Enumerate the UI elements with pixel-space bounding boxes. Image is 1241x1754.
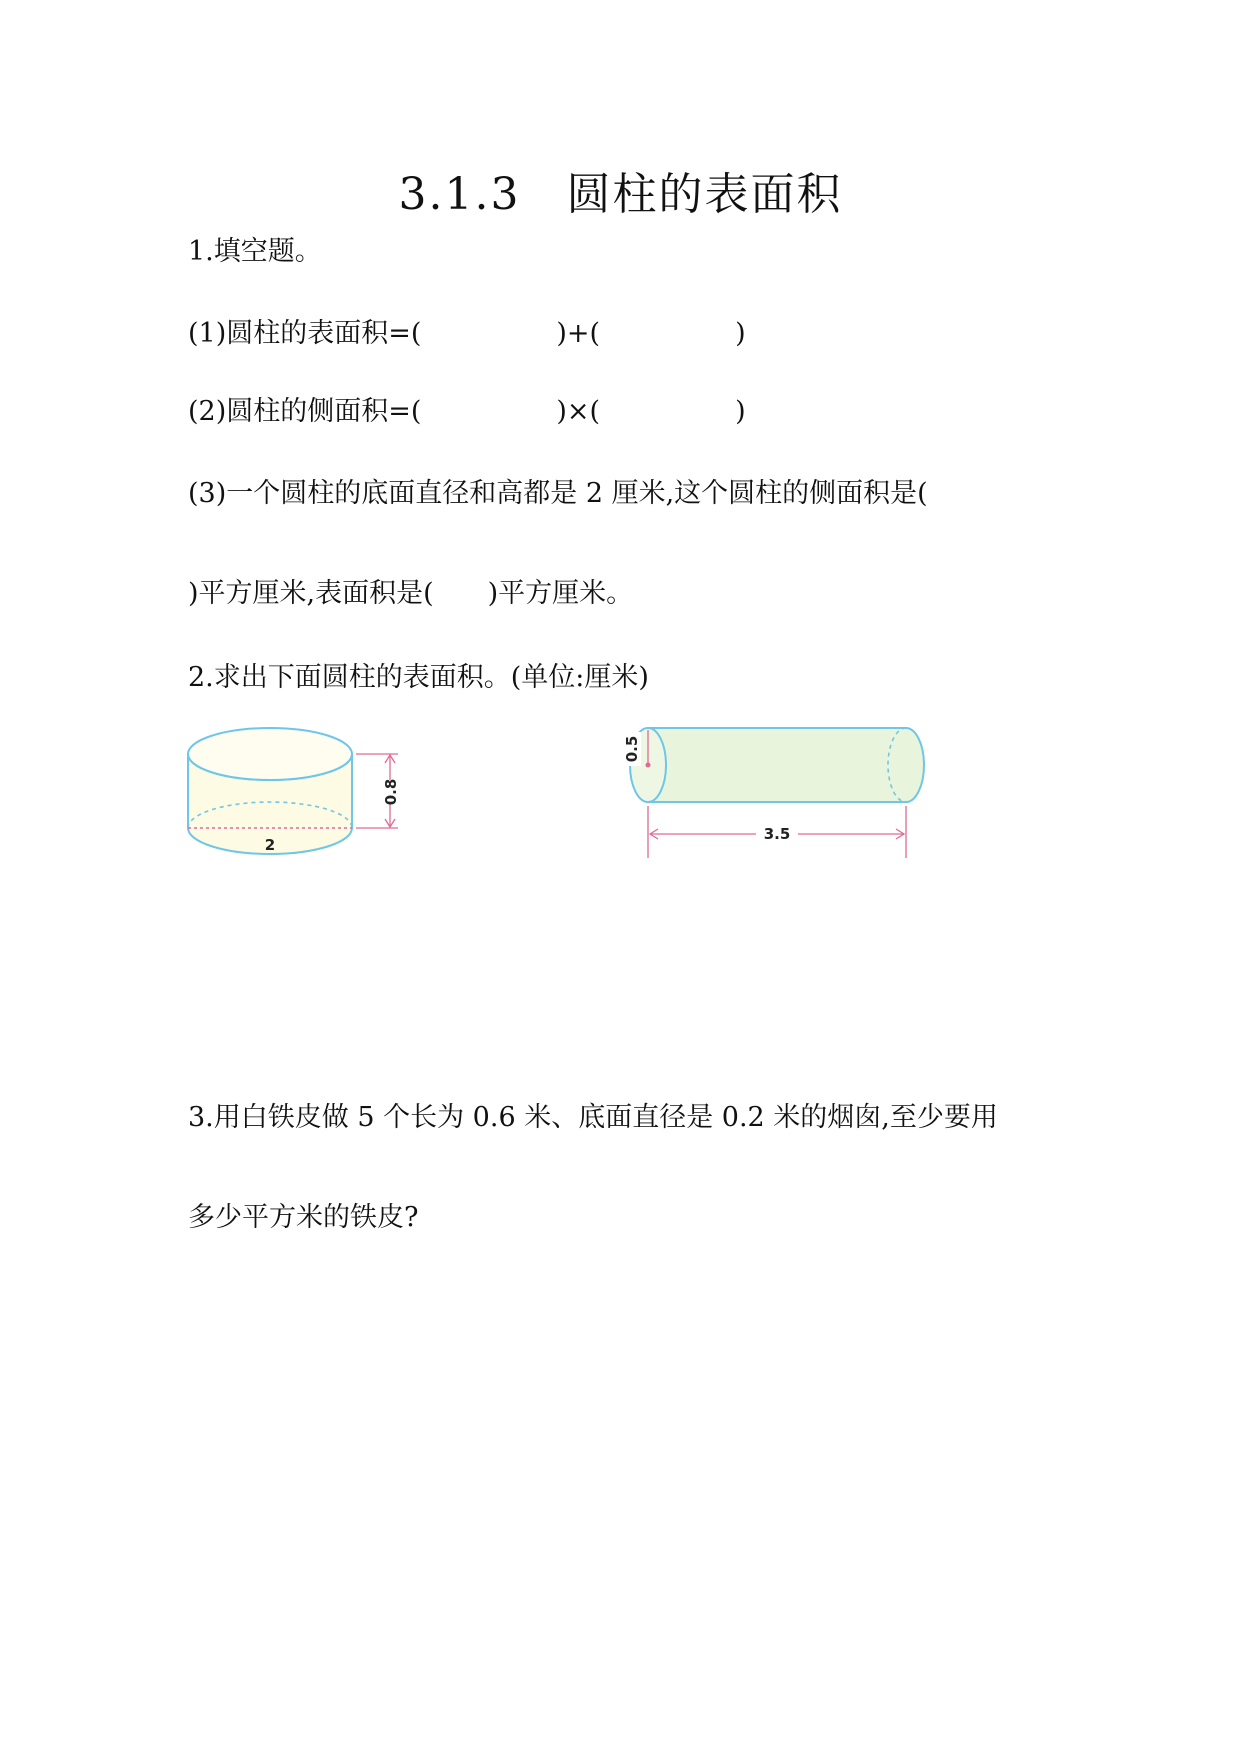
- page-title: 3.1.3 圆柱的表面积: [398, 169, 843, 220]
- diameter-label: 2: [264, 836, 276, 854]
- q1-item-1: (1)圆柱的表面积=( )+( ): [188, 318, 746, 349]
- q1-item-3-line2: )平方厘米,表面积是( )平方厘米。: [188, 578, 634, 609]
- q3-line1: 3.用白铁皮做 5 个长为 0.6 米、底面直径是 0.2 米的烟囱,至少要用: [188, 1102, 998, 1133]
- q1-item-2: (2)圆柱的侧面积=( )×( ): [188, 396, 746, 427]
- cylinder-figure-2: [618, 718, 938, 868]
- height-label: 0.8: [382, 778, 400, 806]
- q2-heading: 2.求出下面圆柱的表面积。(单位:厘米): [188, 662, 649, 693]
- cylinder-figure-1: [180, 718, 420, 868]
- q1-heading: 1.填空题。: [188, 236, 322, 267]
- q1-item-3-line1: (3)一个圆柱的底面直径和高都是 2 厘米,这个圆柱的侧面积是(: [188, 478, 928, 509]
- radius-label: 0.5: [623, 735, 641, 763]
- length-label: 3.5: [763, 825, 791, 843]
- q3-line2: 多少平方米的铁皮?: [188, 1202, 419, 1233]
